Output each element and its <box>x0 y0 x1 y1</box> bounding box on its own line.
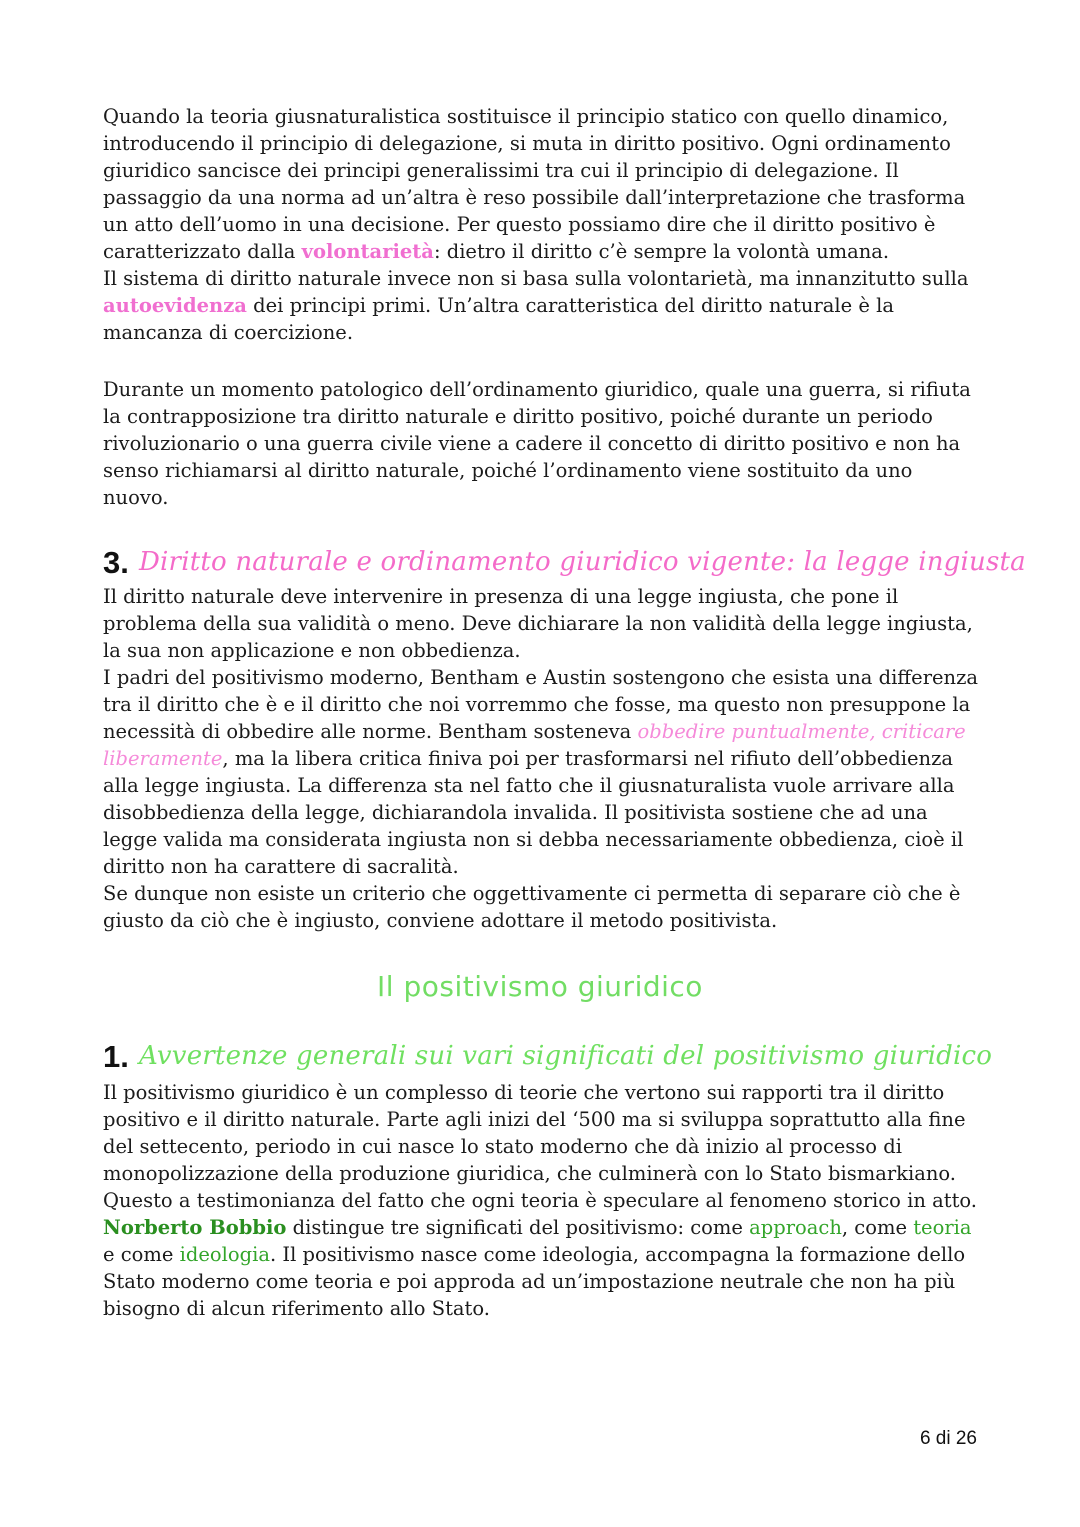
page-number: 6 di 26 <box>919 1428 977 1449</box>
paragraph-delegation: Quando la teoria giusnaturalistica sostituisce il principio statico con quello dinamico, introducendo il principio di delegazione, si muta in diritto positivo. Ogni ordinamento giuridico sancisce dei principi generalissimi tra cui il principio di delegazione. Il passaggio da una norma ad un’altra è reso possibile dall’interpretazione che trasforma un atto dell’uomo in una decisione. Per questo possiamo dire che il diritto positivo è caratterizzato dalla volontarietà: dietro il diritto c’è sempre la volontà umana. Il sistema di diritto naturale invece non si basa sulla volontarietà, ma innanzitutto sulla autoevidenza dei principi primi. Un’altra caratteristica del diritto naturale è la mancanza di coercizione. <box>103 105 969 344</box>
name-norberto-bobbio: Norberto Bobbio <box>103 1216 287 1239</box>
chapter-title: Il positivismo giuridico <box>377 970 703 1003</box>
highlight-volontarieta: volontarietà <box>301 240 434 263</box>
paragraph-unjust-law: Il diritto naturale deve intervenire in presenza di una legge ingiusta, che pone il problema della sua validità o meno. Deve dichiarare la non validità della legge ingiusta, la sua non applicazione e non obbedienza. I padri del positivismo moderno, Bentham e Austin sostengono che esista una differenza tra il diritto che è e il diritto che noi vorremmo che fosse, ma questo non presuppone la necessità di obbedire alle norme. Bentham sosteneva obbedire puntualmente, criticare liberamente, ma la libera critica finiva poi per trasformarsi nel rifiuto dell’obbedienza alla legge ingiusta. La differenza sta nel fatto che il giusnaturalista vuole arrivare alla disobbedienza della legge, dichiarandola invalida. Il positivista sostiene che ad una legge valida ma considerata ingiusta non si debba necessariamente obbedienza, cioè il diritto non ha carattere di sacralità. Se dunque non esiste un criterio che oggettivamente ci permetta di separare ciò che è giusto da ciò che è ingiusto, conviene adottare il metodo positivista. <box>103 585 979 932</box>
section-number: 1. <box>103 1039 129 1074</box>
section-number: 3. <box>103 545 129 580</box>
term-teoria: teoria <box>913 1216 972 1239</box>
highlight-autoevidenza: autoevidenza <box>103 294 247 317</box>
quote-bentham: obbedire puntualmente, criticare liberamente <box>103 720 966 770</box>
paragraph-pathological-moment: Durante un momento patologico dell’ordinamento giuridico, quale una guerra, si rifiuta la contrapposizione tra diritto naturale e diritto positivo, poiché durante un periodo rivoluzionario o una guerra civile viene a cadere il concetto di diritto positivo e non ha senso richiamarsi al diritto naturale, poiché l’ordinamento viene sostituito da uno nuovo. <box>103 378 971 509</box>
section-3-heading <box>103 543 1026 583</box>
term-approach: approach <box>749 1216 842 1239</box>
term-ideologia: ideologia <box>179 1243 270 1266</box>
section-title: Diritto naturale e ordinamento giuridico vigente: la legge ingiusta <box>139 547 1026 577</box>
section-title: Avvertenze generali sui vari significati del positivismo giuridico <box>139 1041 993 1071</box>
paragraph-positivism: Il positivismo giuridico è un complesso di teorie che vertono sui rapporti tra il diritto positivo e il diritto naturale. Parte agli inizi del ‘500 ma si sviluppa soprattutto alla fine del settecento, periodo in cui nasce lo stato moderno che dà inizio al processo di monopolizzazione della produzione giuridica, che culminerà con lo Stato bismarkiano. Questo a testimonianza del fatto che ogni teoria è speculare al fenomeno storico in atto. Norberto Bobbio distingue tre significati del positivismo: come approach, come teoria e come ideologia. Il positivismo nasce come ideologia, accompagna la formazione dello Stato moderno come teoria e poi approda ad un’impostazione neutrale che non ha più bisogno di alcun riferimento allo Stato. <box>103 1081 978 1320</box>
section-1-heading <box>103 1037 993 1077</box>
